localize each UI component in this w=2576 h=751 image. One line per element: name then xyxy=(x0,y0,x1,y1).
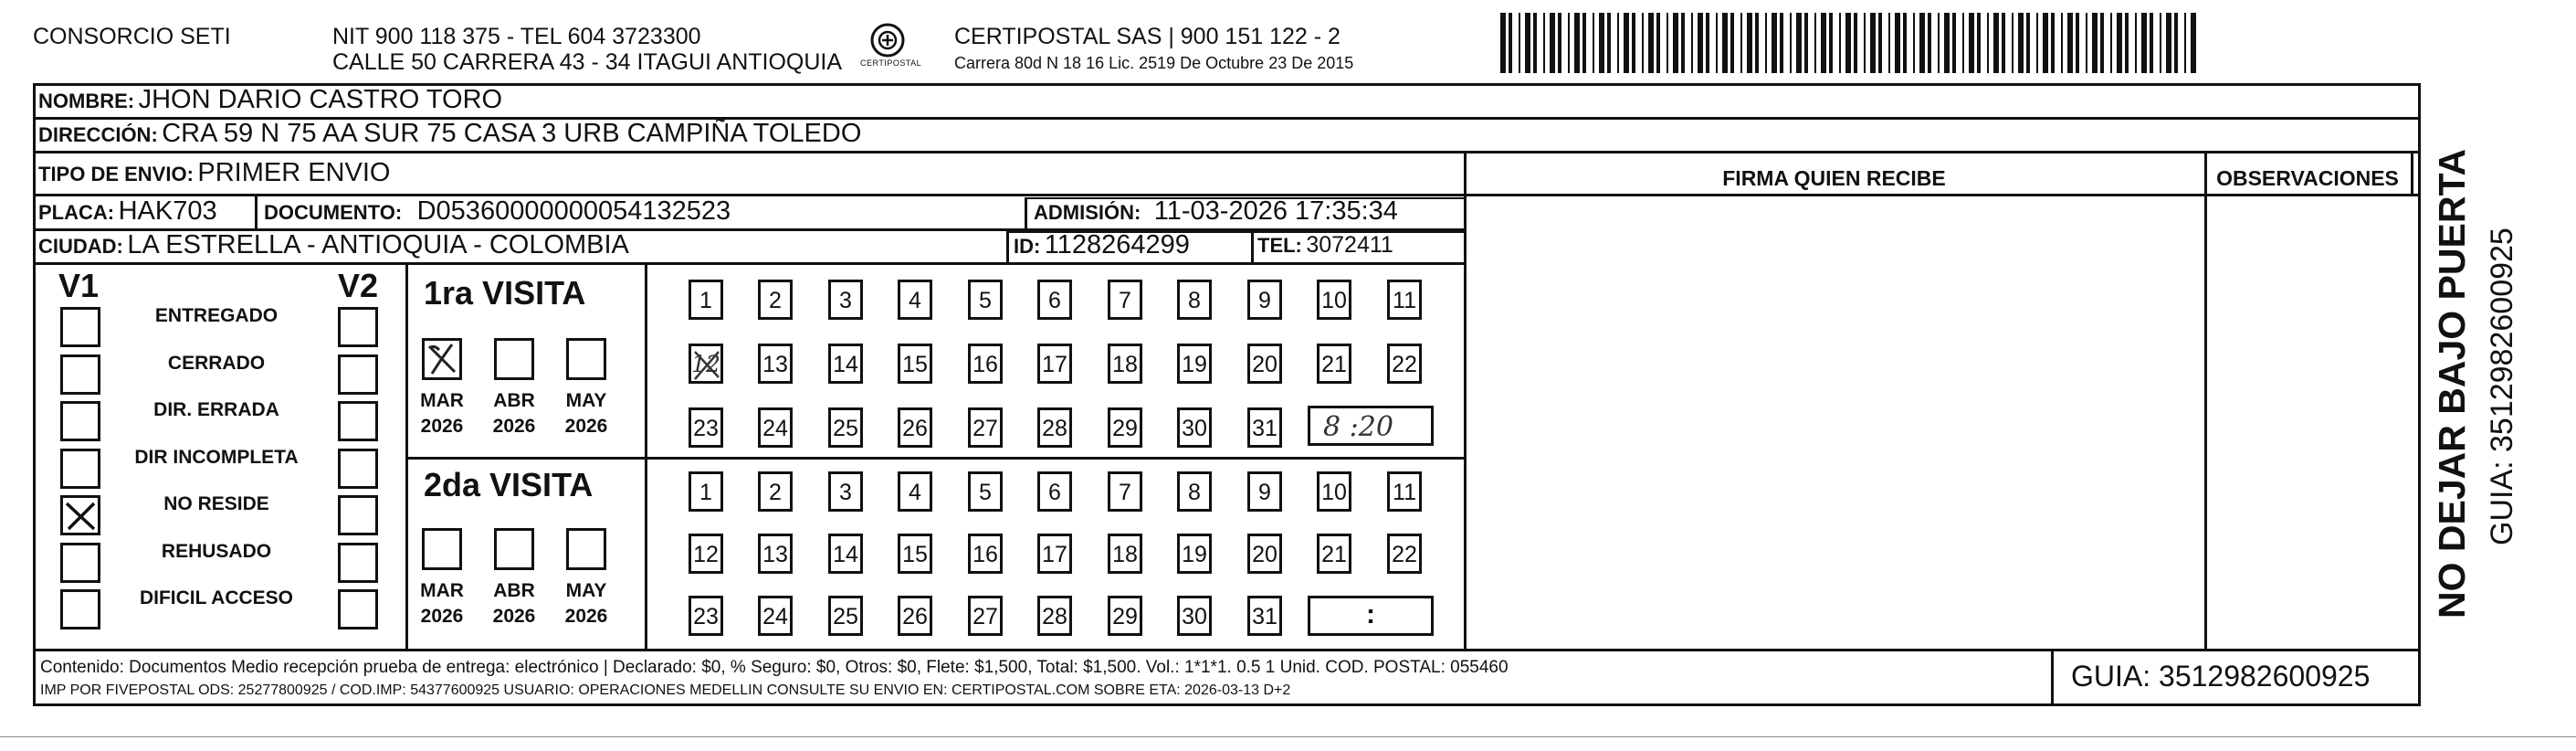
day-number: 1 xyxy=(699,480,712,505)
license-line: Carrera 80d N 18 16 Lic. 2519 De Octubre 23 De 2015 xyxy=(954,54,1354,72)
day-box[interactable] xyxy=(1037,596,1072,636)
day-number: 17 xyxy=(1042,352,1067,377)
day-number: 16 xyxy=(973,352,998,377)
month-label: MAR xyxy=(420,580,464,601)
day-number: 25 xyxy=(833,416,858,441)
day-box[interactable] xyxy=(898,471,932,512)
day-number: 10 xyxy=(1321,288,1347,313)
month-checkbox[interactable] xyxy=(566,528,606,570)
day-box[interactable] xyxy=(1177,534,1212,574)
day-number: 8 xyxy=(1188,288,1201,313)
day-number: 17 xyxy=(1042,542,1067,567)
month-checkbox[interactable] xyxy=(494,338,534,380)
barcode xyxy=(1500,13,2202,73)
day-number: 19 xyxy=(1182,542,1207,567)
day-number: 13 xyxy=(762,542,788,567)
status-label: REHUSADO xyxy=(161,541,272,562)
plate-label: PLACA: xyxy=(38,201,115,224)
document-label: DOCUMENTO: xyxy=(264,201,403,224)
day-number: 11 xyxy=(1393,480,1416,505)
year-label: 2026 xyxy=(492,606,536,627)
plate-value: HAK703 xyxy=(118,196,217,226)
day-number: 23 xyxy=(693,416,719,441)
day-number: 26 xyxy=(902,416,928,441)
day-box[interactable] xyxy=(1317,280,1351,320)
day-number: 3 xyxy=(839,288,852,313)
day-number: 13 xyxy=(762,352,788,377)
day-box[interactable] xyxy=(758,471,793,512)
observations-header: OBSERVACIONES xyxy=(2216,166,2399,190)
day-number: 31 xyxy=(1252,416,1277,441)
day-number: 20 xyxy=(1252,352,1277,377)
name-value: JHON DARIO CASTRO TORO xyxy=(138,85,503,114)
day-number: 20 xyxy=(1252,542,1277,567)
day-number: 12 xyxy=(693,542,719,567)
day-number: 30 xyxy=(1182,604,1207,629)
day-box[interactable] xyxy=(1317,344,1351,384)
day-box[interactable] xyxy=(1387,344,1422,384)
company-name: CONSORCIO SETI xyxy=(33,24,231,49)
day-number: 4 xyxy=(909,480,921,505)
day-box[interactable] xyxy=(1247,407,1282,448)
v1-checkbox[interactable] xyxy=(60,495,100,535)
logo-text: CERTIPOSTAL xyxy=(860,58,922,68)
day-box[interactable] xyxy=(1177,596,1212,636)
v2-header: V2 xyxy=(338,267,379,304)
v2-checkbox[interactable] xyxy=(338,449,378,489)
type-label: TIPO DE ENVIO: xyxy=(38,163,194,185)
day-box[interactable] xyxy=(898,344,932,384)
day-number: 3 xyxy=(839,480,852,505)
address-value: CRA 59 N 75 AA SUR 75 CASA 3 URB CAMPIÑA TOLEDO xyxy=(162,119,862,148)
day-box[interactable] xyxy=(828,596,863,636)
month-label: MAY xyxy=(565,390,607,411)
day-box[interactable] xyxy=(758,344,793,384)
tel-label: TEL: xyxy=(1257,234,1302,257)
admission-label: ADMISIÓN: xyxy=(1034,201,1141,224)
day-box[interactable] xyxy=(1247,471,1282,512)
tel-value: 3072411 xyxy=(1306,232,1393,258)
day-box[interactable] xyxy=(828,280,863,320)
day-number: 23 xyxy=(693,604,719,629)
day-box[interactable] xyxy=(1177,407,1212,448)
day-box[interactable] xyxy=(1108,344,1142,384)
status-label: CERRADO xyxy=(167,353,266,374)
v1-header: V1 xyxy=(58,267,100,304)
day-box[interactable] xyxy=(1037,280,1072,320)
second-visit-title: 2da VISITA xyxy=(424,466,594,503)
day-number: 2 xyxy=(769,480,782,505)
day-number: 15 xyxy=(902,352,928,377)
day-number: 28 xyxy=(1042,604,1067,629)
day-number: 29 xyxy=(1112,416,1138,441)
side-guide: GUIA: 3512982600925 xyxy=(2485,227,2519,545)
first-time-box[interactable] xyxy=(1308,406,1434,446)
v2-checkbox[interactable] xyxy=(338,401,378,441)
day-box[interactable] xyxy=(898,534,932,574)
day-box[interactable] xyxy=(898,596,932,636)
day-number: 28 xyxy=(1042,416,1067,441)
v2-checkbox[interactable] xyxy=(338,354,378,395)
day-box[interactable] xyxy=(828,534,863,574)
day-number: 10 xyxy=(1321,480,1347,505)
day-number: 8 xyxy=(1188,480,1201,505)
day-box[interactable] xyxy=(828,471,863,512)
day-box[interactable] xyxy=(968,596,1003,636)
month-label: MAR xyxy=(420,390,464,411)
signature-header: FIRMA QUIEN RECIBE xyxy=(1722,166,1946,190)
day-box[interactable] xyxy=(1037,344,1072,384)
certipostal-logo xyxy=(860,20,922,75)
day-number: 12 xyxy=(691,351,720,377)
v2-checkbox[interactable] xyxy=(338,543,378,583)
day-box[interactable] xyxy=(1247,280,1282,320)
day-box[interactable] xyxy=(968,280,1003,320)
day-number: 15 xyxy=(902,542,928,567)
day-box[interactable] xyxy=(1247,534,1282,574)
day-box[interactable] xyxy=(1387,471,1422,512)
month-checkbox[interactable] xyxy=(422,528,462,570)
day-box[interactable] xyxy=(1108,534,1142,574)
day-number: 27 xyxy=(973,604,998,629)
day-number: 24 xyxy=(762,416,788,441)
certipostal-line: CERTIPOSTAL SAS | 900 151 122 - 2 xyxy=(954,24,1341,49)
month-label: MAY xyxy=(565,580,607,601)
day-box[interactable] xyxy=(828,407,863,448)
day-box[interactable] xyxy=(968,407,1003,448)
v2-checkbox[interactable] xyxy=(338,589,378,629)
day-box[interactable] xyxy=(1247,596,1282,636)
day-number: 5 xyxy=(979,480,992,505)
day-box[interactable] xyxy=(689,407,723,448)
day-number: 6 xyxy=(1048,288,1061,313)
year-label: 2026 xyxy=(564,606,608,627)
day-box[interactable] xyxy=(1108,407,1142,448)
contents-line: Contenido: Documentos Medio recepción prueba de entrega: electrónico | Declarado: $0, % Seguro: $0, Otros: $0, Flete: $1,500, Total: $1,500. Vol.: 1*1*1. 0.5 1 Unid. COD. POSTAL: 055460 xyxy=(40,658,1509,677)
print-info-line: IMP POR FIVEPOSTAL ODS: 25277800925 / COD.IMP: 54377600925 USUARIO: OPERACIONES MEDELLIN CONSULTE SU ENVIO EN: CERTIPOSTAL.COM SOBRE ETA: 2026-03-13 D+2 xyxy=(40,682,1291,698)
day-number: 14 xyxy=(833,352,858,377)
day-number: 5 xyxy=(979,288,992,313)
address-line: CALLE 50 CARRERA 43 - 34 ITAGUI ANTIOQUIA xyxy=(332,49,843,75)
day-number: 29 xyxy=(1112,604,1138,629)
city-value: LA ESTRELLA - ANTIOQUIA - COLOMBIA xyxy=(127,230,629,259)
day-box[interactable] xyxy=(898,407,932,448)
day-box[interactable] xyxy=(1108,280,1142,320)
day-number: 21 xyxy=(1321,352,1347,377)
day-box[interactable] xyxy=(1247,344,1282,384)
admission-value: 11-03-2026 17:35:34 xyxy=(1153,196,1398,226)
day-box[interactable] xyxy=(898,280,932,320)
city-label: CIUDAD: xyxy=(38,235,123,258)
x-mark-icon xyxy=(425,341,459,377)
day-box[interactable] xyxy=(758,280,793,320)
status-label: NO RESIDE xyxy=(163,493,269,514)
day-box[interactable] xyxy=(758,596,793,636)
day-box[interactable] xyxy=(758,407,793,448)
type-value: PRIMER ENVIO xyxy=(197,158,391,187)
name-label: NOMBRE: xyxy=(38,90,135,112)
document-value: D05360000000054132523 xyxy=(416,196,731,226)
day-box[interactable] xyxy=(968,534,1003,574)
day-number: 31 xyxy=(1252,604,1277,629)
day-number: 7 xyxy=(1119,288,1131,313)
day-number: 26 xyxy=(902,604,928,629)
day-number: 9 xyxy=(1258,480,1271,505)
day-box[interactable] xyxy=(968,471,1003,512)
day-number: 21 xyxy=(1321,542,1347,567)
day-box[interactable] xyxy=(689,280,723,320)
v1-checkbox[interactable] xyxy=(60,543,100,583)
v1-checkbox[interactable] xyxy=(60,401,100,441)
v2-checkbox[interactable] xyxy=(338,495,378,535)
day-box[interactable] xyxy=(1037,471,1072,512)
x-mark-icon xyxy=(63,498,98,533)
day-box[interactable] xyxy=(689,596,723,636)
status-label: DIR INCOMPLETA xyxy=(134,447,299,468)
nit-line: NIT 900 118 375 - TEL 604 3723300 xyxy=(332,24,701,49)
day-number: 4 xyxy=(909,288,921,313)
v1-checkbox[interactable] xyxy=(60,449,100,489)
year-label: 2026 xyxy=(492,416,536,437)
status-label: DIR. ERRADA xyxy=(153,399,279,420)
day-box[interactable] xyxy=(1387,280,1422,320)
day-number: 22 xyxy=(1392,352,1417,377)
v1-checkbox[interactable] xyxy=(60,354,100,395)
day-box[interactable] xyxy=(1037,407,1072,448)
status-label: DIFICIL ACCESO xyxy=(139,587,293,608)
day-box[interactable] xyxy=(968,344,1003,384)
month-label: ABR xyxy=(493,390,535,411)
day-box[interactable] xyxy=(1177,280,1212,320)
day-number: 18 xyxy=(1112,542,1138,567)
v1-checkbox[interactable] xyxy=(60,307,100,347)
day-number: 14 xyxy=(833,542,858,567)
day-box[interactable] xyxy=(1317,534,1351,574)
day-box[interactable] xyxy=(689,344,723,384)
day-box[interactable] xyxy=(1108,596,1142,636)
day-number: 2 xyxy=(769,288,782,313)
day-number: 6 xyxy=(1048,480,1061,505)
v2-checkbox[interactable] xyxy=(338,307,378,347)
day-box[interactable] xyxy=(1177,344,1212,384)
day-box[interactable] xyxy=(1317,471,1351,512)
day-number: 22 xyxy=(1392,542,1417,567)
year-label: 2026 xyxy=(420,606,464,627)
day-box[interactable] xyxy=(1387,534,1422,574)
day-number: 11 xyxy=(1393,288,1416,313)
day-number: 30 xyxy=(1182,416,1207,441)
year-label: 2026 xyxy=(564,416,608,437)
day-number: 27 xyxy=(973,416,998,441)
day-number: 18 xyxy=(1112,352,1138,377)
day-box[interactable] xyxy=(689,534,723,574)
day-number: 7 xyxy=(1119,480,1131,505)
status-label: ENTREGADO xyxy=(154,305,279,326)
month-label: ABR xyxy=(493,580,535,601)
day-box[interactable] xyxy=(1108,471,1142,512)
day-number: 9 xyxy=(1258,288,1271,313)
first-time-value: 8 :20 xyxy=(1323,411,1393,443)
month-checkbox[interactable] xyxy=(566,338,606,380)
second-time-box[interactable] xyxy=(1308,596,1434,636)
address-label: DIRECCIÓN: xyxy=(38,123,158,146)
day-box[interactable] xyxy=(828,344,863,384)
footer-guide: GUIA: 3512982600925 xyxy=(2071,660,2371,693)
id-label: ID: xyxy=(1014,235,1041,258)
day-box[interactable] xyxy=(1037,534,1072,574)
day-number: 1 xyxy=(699,288,712,313)
month-checkbox[interactable] xyxy=(422,338,462,380)
day-number: 16 xyxy=(973,542,998,567)
v1-checkbox[interactable] xyxy=(60,589,100,629)
day-box[interactable] xyxy=(1177,471,1212,512)
day-box[interactable] xyxy=(758,534,793,574)
day-box[interactable] xyxy=(689,471,723,512)
id-value: 1128264299 xyxy=(1044,230,1190,259)
month-checkbox[interactable] xyxy=(494,528,534,570)
day-number: 24 xyxy=(762,604,788,629)
day-number: 25 xyxy=(833,604,858,629)
warning-text: NO DEJAR BAJO PUERTA xyxy=(2431,148,2473,619)
first-visit-title: 1ra VISITA xyxy=(424,274,586,312)
second-time-separator: : xyxy=(1366,599,1375,629)
x-mark-icon xyxy=(691,346,722,383)
year-label: 2026 xyxy=(420,416,464,437)
day-number: 19 xyxy=(1182,352,1207,377)
